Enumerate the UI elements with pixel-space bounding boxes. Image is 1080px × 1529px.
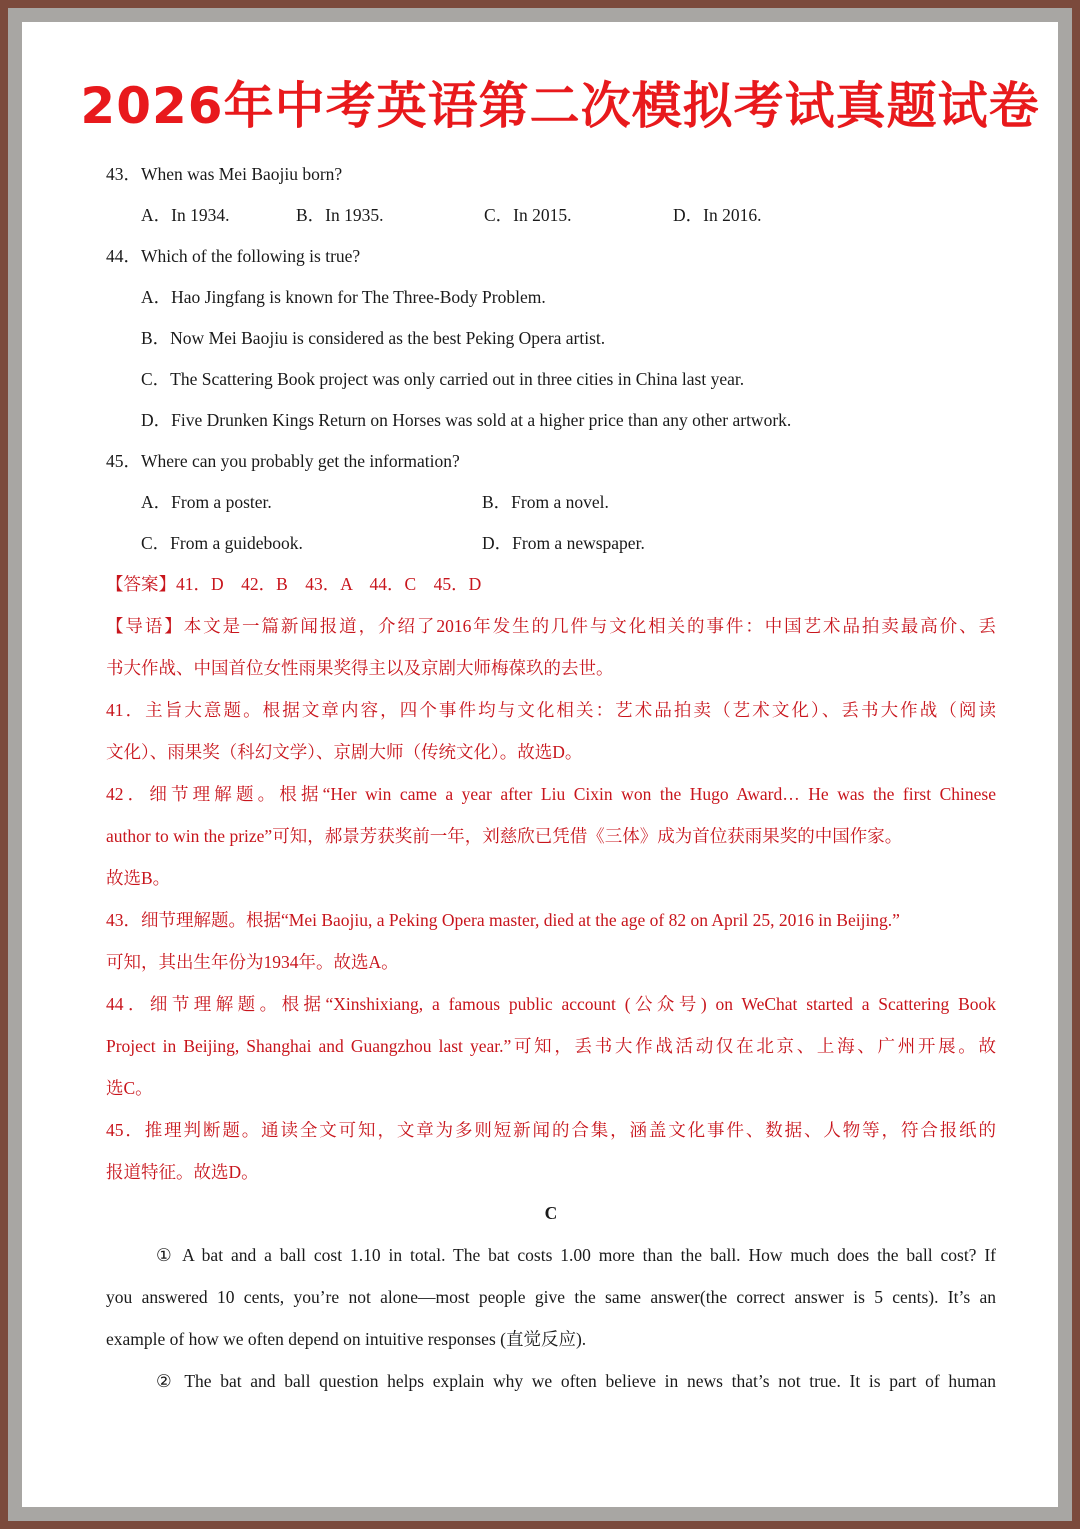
page-frame	[8, 8, 1072, 1521]
question-45-stem: 45．Where can you probably get the information?	[106, 451, 460, 471]
question-44-option-d: D．Five Drunken Kings Return on Horses was sold at a higher price than any other artwork.	[141, 410, 792, 430]
explanation-line: 故选B。	[106, 868, 171, 888]
passage-line: example of how we often depend on intuitive responses (直觉反应).	[106, 1329, 587, 1349]
question-44-option-b: B．Now Mei Baojiu is considered as the best Peking Opera artist.	[141, 328, 606, 348]
answer-key: 【答案】41．D 42．B 43．A 44．C 45．D	[106, 574, 482, 594]
option-b: B．In 1935.	[296, 205, 384, 225]
explanation-line: 45．推理判断题。通读全文可知，文章为多则短新闻的合集，涵盖文化事件、数据、人物等，符合报纸的	[106, 1120, 996, 1140]
passage-line: ② The bat and ball question helps explain why we often believe in news that’s not true. It is part of human	[156, 1371, 996, 1391]
explanation-line: 文化）、雨果奖（科幻文学）、京剧大师（传统文化）。故选D。	[106, 742, 583, 762]
document-page	[22, 22, 1058, 1507]
explanation-line: 43．细节理解题。根据“Mei Baojiu, a Peking Opera master, died at the age of 82 on April 25, 2016 in Beijing.”	[106, 910, 900, 930]
question-44-option-a: A．Hao Jingfang is known for The Three-Body Problem.	[141, 287, 546, 307]
explanation-line: 选C。	[106, 1078, 153, 1098]
explanation-line: 41．主旨大意题。根据文章内容，四个事件均与文化相关：艺术品拍卖（艺术文化）、丢书大作战（阅读	[106, 700, 996, 720]
explanation-line: Project in Beijing, Shanghai and Guangzhou last year.”可知，丢书大作战活动仅在北京、上海、广州开展。故	[106, 1036, 996, 1056]
explanation-line: 可知，其出生年份为1934年。故选A。	[106, 952, 399, 972]
option-a: A．In 1934.	[141, 205, 230, 225]
question-43-stem: 43．When was Mei Baojiu born?	[106, 164, 343, 184]
option-c: C．From a guidebook.	[141, 533, 303, 553]
option-b: B．From a novel.	[482, 492, 609, 512]
question-44-stem: 44．Which of the following is true?	[106, 246, 361, 266]
question-43-options	[106, 195, 996, 236]
passage-line: ① A bat and a ball cost 1.10 in total. The bat costs 1.00 more than the ball. How much does the ball cost? If	[156, 1245, 996, 1265]
explanation-line: 44．细节理解题。根据“Xinshixiang, a famous public account (公众号) on WeChat started a Scattering Book	[106, 994, 996, 1014]
question-45-options-row1	[106, 482, 996, 523]
option-c: C．In 2015.	[484, 205, 572, 225]
document-content	[106, 154, 996, 1402]
explanation-line: 书大作战、中国首位女性雨果奖得主以及京剧大师梅葆玖的去世。	[106, 658, 614, 678]
option-a: A．From a poster.	[141, 492, 272, 512]
explanation-line: 报道特征。故选D。	[106, 1162, 259, 1182]
option-d: D．From a newspaper.	[482, 533, 645, 553]
question-45-options-row2	[106, 523, 996, 564]
explanation-line: 42．细节理解题。根据“Her win came a year after Liu Cixin won the Hugo Award… He was the first Chinese	[106, 784, 996, 804]
section-heading: C	[544, 1203, 558, 1223]
page-title: 2026年中考英语第二次模拟考试真题试卷	[80, 77, 1040, 135]
question-44-option-c: C．The Scattering Book project was only carried out in three cities in China last year.	[141, 369, 745, 389]
explanation-line: author to win the prize”可知，郝景芳获奖前一年，刘慈欣已凭借《三体》成为首位获雨果奖的中国作家。	[106, 826, 903, 846]
explanation-line: 【导语】本文是一篇新闻报道，介绍了2016年发生的几件与文化相关的事件：中国艺术品拍卖最高价、丢	[106, 616, 996, 636]
passage-line: you answered 10 cents, you’re not alone—most people give the same answer(the correct answer is 5 cents). It’s an	[106, 1287, 996, 1307]
option-d: D．In 2016.	[673, 205, 762, 225]
